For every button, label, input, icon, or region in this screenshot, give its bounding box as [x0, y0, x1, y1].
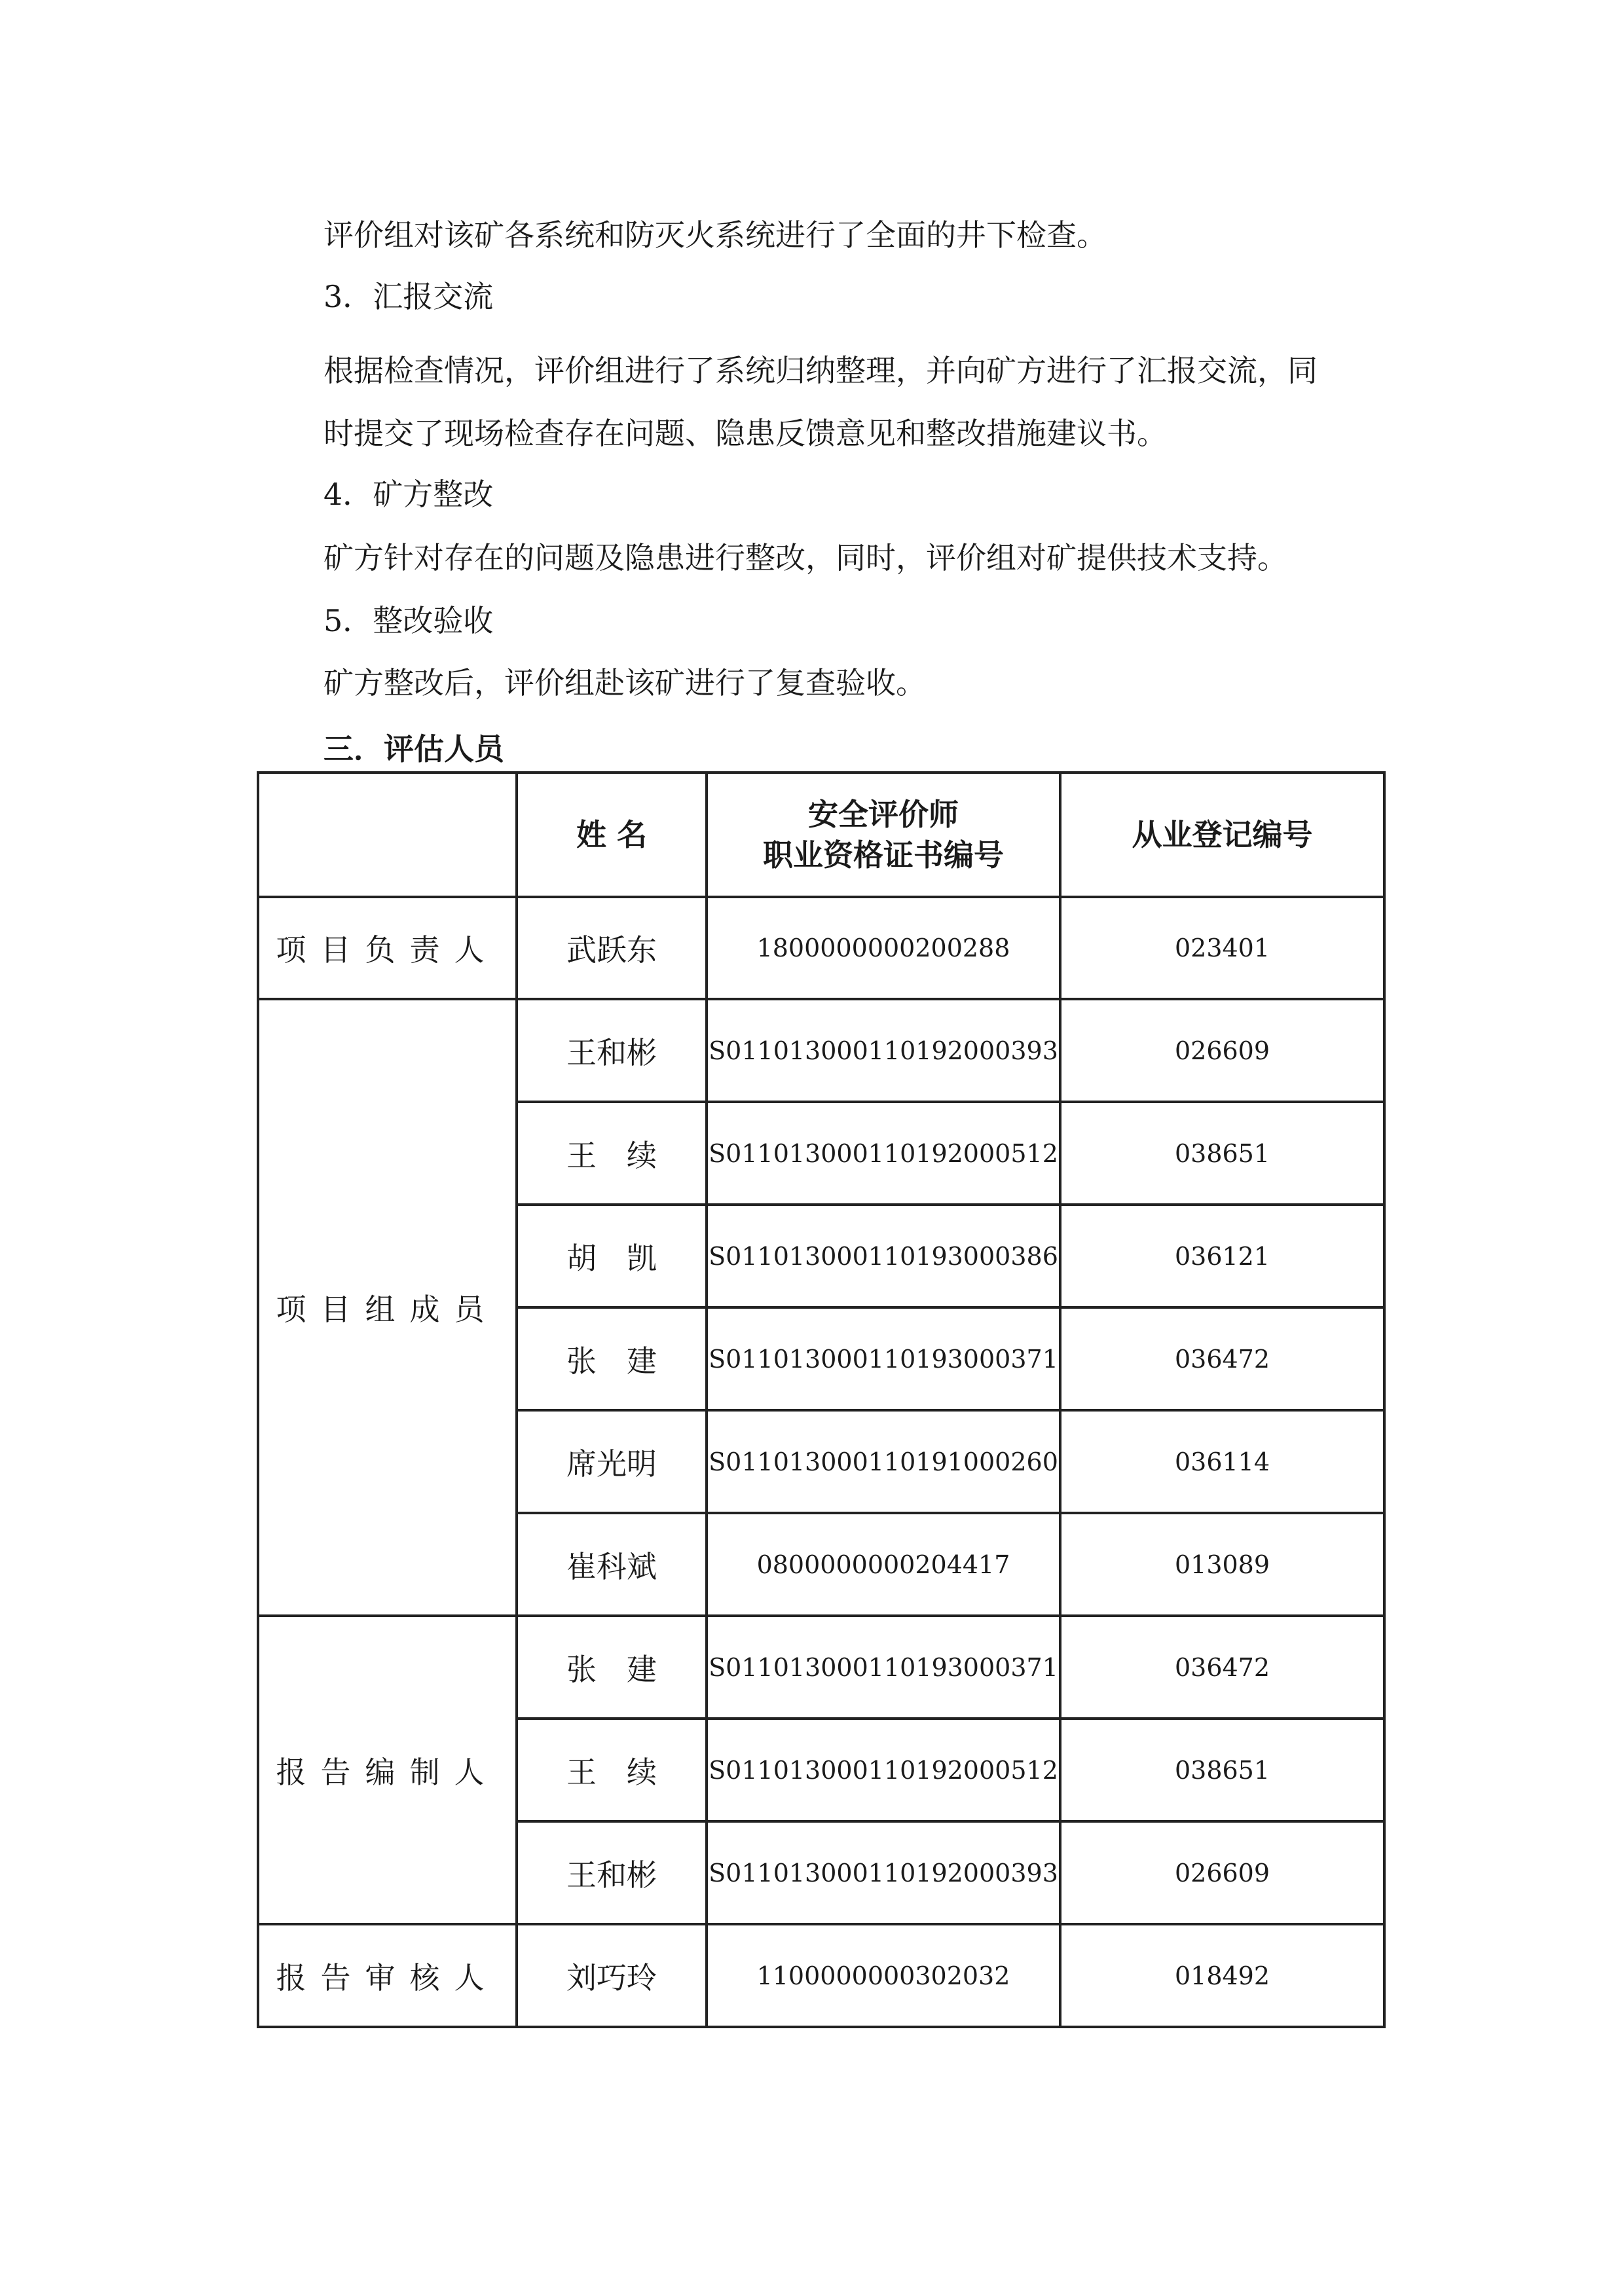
cert-number: 1800000000200288 [707, 897, 1060, 999]
registration-number: 036114 [1060, 1410, 1384, 1513]
registration-number: 018492 [1060, 1924, 1384, 2027]
person-name: 席光明 [517, 1410, 707, 1513]
person-name: 刘巧玲 [517, 1924, 707, 2027]
registration-number: 036121 [1060, 1205, 1384, 1307]
person-name: 胡 凯 [517, 1205, 707, 1307]
section-title-personnel: 三．评估人员 [323, 731, 504, 767]
header-registration: 从业登记编号 [1060, 773, 1384, 897]
paragraph-inspection: 评价组对该矿各系统和防灭火系统进行了全面的井下检查。 [323, 217, 1107, 253]
person-name: 王 续 [517, 1719, 707, 1821]
role-project-leader: 项目负责人 [258, 897, 517, 999]
cert-number: S011013000110193000371 [707, 1307, 1060, 1410]
header-cert [707, 773, 1060, 897]
cert-number: S011013000110192000393 [707, 1821, 1060, 1924]
registration-number: 026609 [1060, 1821, 1384, 1924]
subsection-mine-rectification: 4．矿方整改 [323, 477, 494, 512]
header-cert-line2: 职业资格证书编号 [763, 837, 1004, 873]
registration-number: 038651 [1060, 1102, 1384, 1205]
person-name: 王 续 [517, 1102, 707, 1205]
registration-number: 013089 [1060, 1513, 1384, 1616]
paragraph-acceptance: 矿方整改后，评价组赴该矿进行了复查验收。 [323, 665, 926, 701]
header-empty-cell [258, 773, 517, 897]
paragraph-report-line1: 根据检查情况，评价组进行了系统归纳整理，并向矿方进行了汇报交流，同 [323, 353, 1318, 388]
cert-number: 0800000000204417 [707, 1513, 1060, 1616]
registration-number: 038651 [1060, 1719, 1384, 1821]
paragraph-report-line2: 时提交了现场检查存在问题、隐患反馈意见和整改措施建议书。 [323, 416, 1167, 451]
cert-number: S011013000110192000512 [707, 1102, 1060, 1205]
header-name: 姓 名 [517, 773, 707, 897]
person-name: 王和彬 [517, 1821, 707, 1924]
person-name: 武跃东 [517, 897, 707, 999]
registration-number: 026609 [1060, 999, 1384, 1102]
table-header-row [258, 773, 1384, 897]
table-row [258, 1924, 1384, 2027]
cert-number: 1100000000302032 [707, 1924, 1060, 2027]
person-name: 张 建 [517, 1616, 707, 1719]
cert-number: S011013000110193000371 [707, 1616, 1060, 1719]
subsection-acceptance: 5．整改验收 [323, 603, 494, 638]
person-name: 崔科斌 [517, 1513, 707, 1616]
person-name: 张 建 [517, 1307, 707, 1410]
table-row [258, 897, 1384, 999]
cert-number: S011013000110193000386 [707, 1205, 1060, 1307]
header-cert-line1: 安全评价师 [808, 796, 959, 832]
table-row [258, 999, 1384, 1102]
subsection-report-exchange: 3．汇报交流 [323, 279, 494, 314]
cert-number: S011013000110192000512 [707, 1719, 1060, 1821]
registration-number: 036472 [1060, 1616, 1384, 1719]
paragraph-rectification: 矿方针对存在的问题及隐患进行整改，同时，评价组对矿提供技术支持。 [323, 540, 1287, 575]
role-report-reviewer: 报告审核人 [258, 1924, 517, 2027]
table-row [258, 1616, 1384, 1719]
role-report-compilers: 报告编制人 [258, 1616, 517, 1924]
cert-number: S011013000110191000260 [707, 1410, 1060, 1513]
cert-number: S011013000110192000393 [707, 999, 1060, 1102]
registration-number: 023401 [1060, 897, 1384, 999]
role-project-members: 项目组成员 [258, 999, 517, 1616]
personnel-table [257, 771, 1386, 2028]
registration-number: 036472 [1060, 1307, 1384, 1410]
person-name: 王和彬 [517, 999, 707, 1102]
